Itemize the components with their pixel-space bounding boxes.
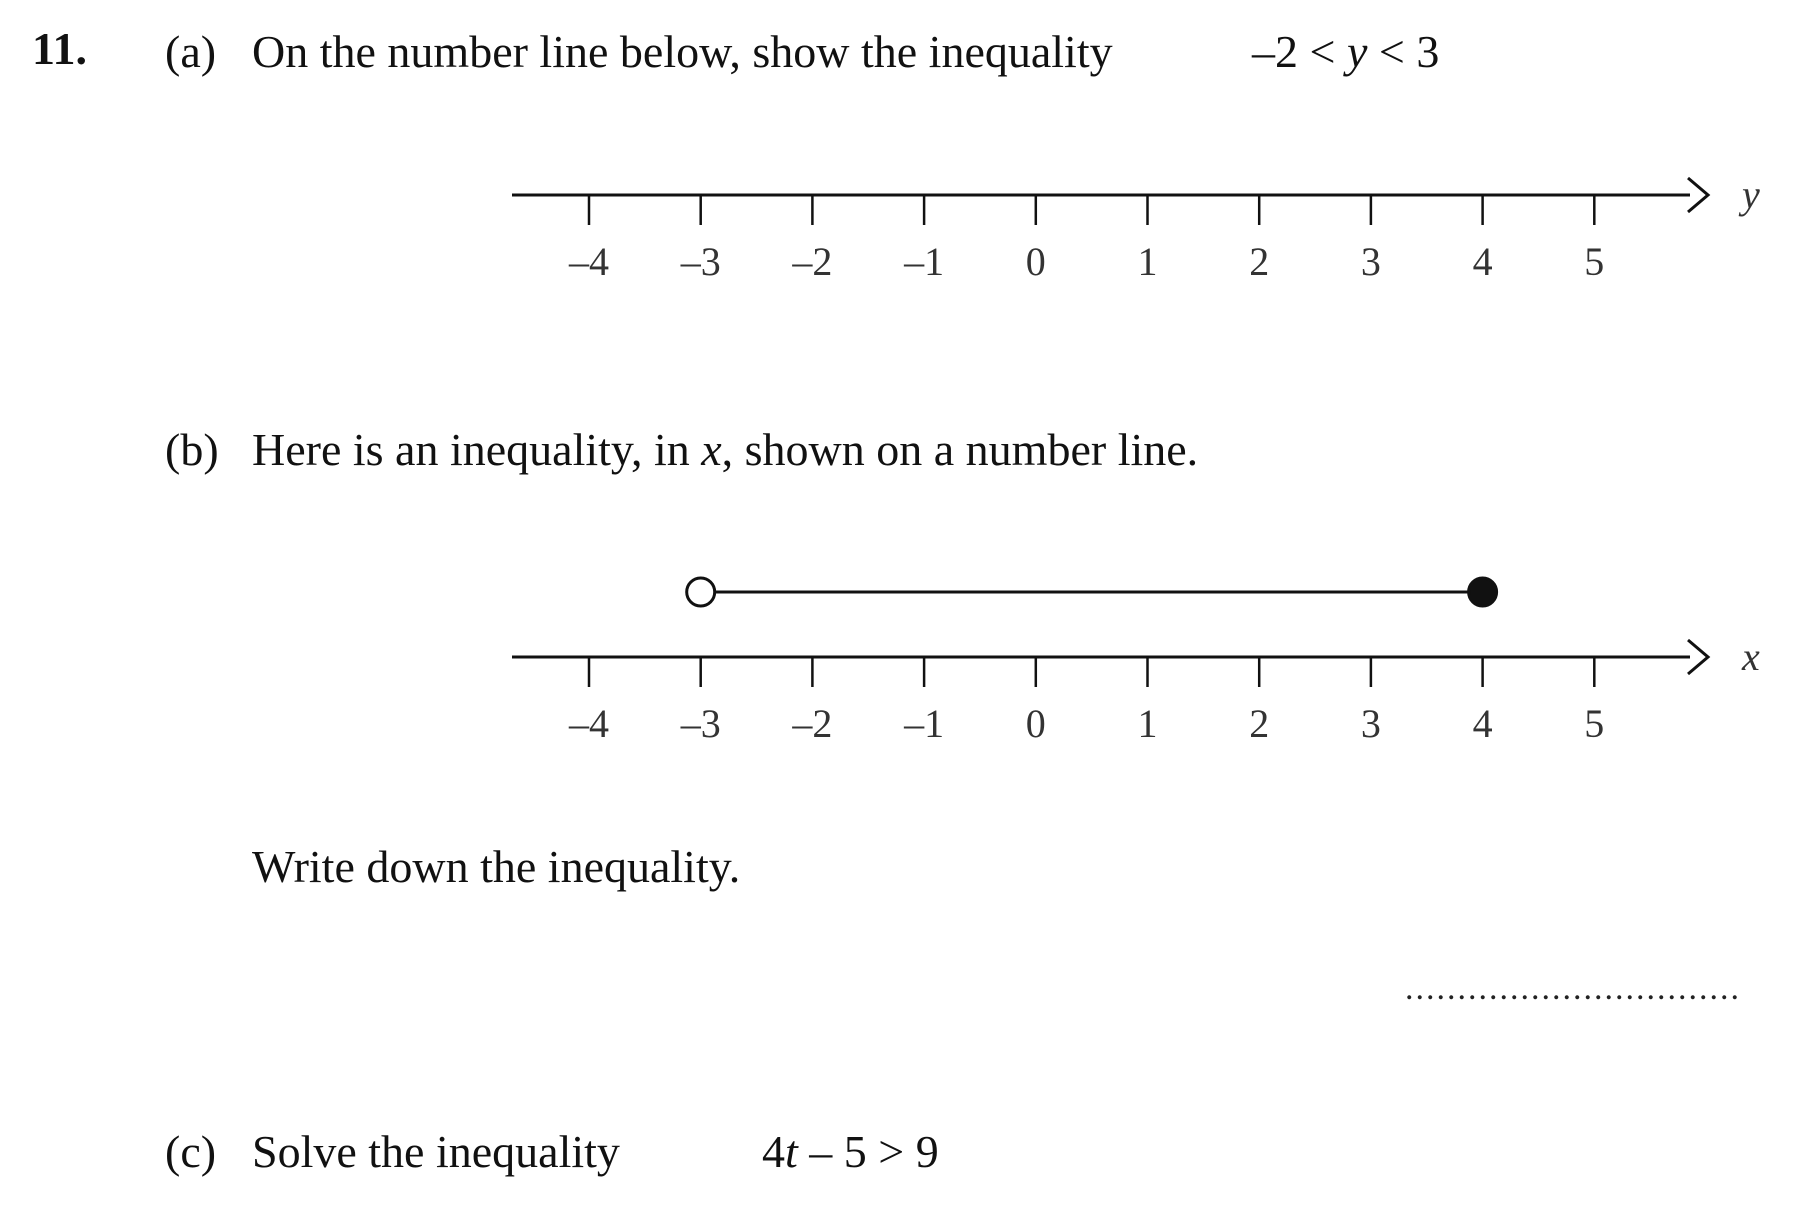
interval-start-open-circle xyxy=(687,578,715,606)
number-line-y-tick-label: –4 xyxy=(569,239,609,284)
number-line-x-tick-label: –2 xyxy=(792,701,833,746)
number-line-y-tick-label: 1 xyxy=(1137,239,1158,284)
number-line-x-variable: x xyxy=(1742,634,1760,679)
part-a-text: On the number line below, show the inequality xyxy=(252,26,1113,77)
part-a-label: (a) xyxy=(165,26,217,77)
number-line-y-variable: y xyxy=(1742,172,1760,217)
part-c-text: Solve the inequality xyxy=(252,1126,620,1177)
part-b-text-var: x xyxy=(701,424,722,475)
part-b-text xyxy=(252,423,1198,476)
number-line-x-tick-label: 0 xyxy=(1025,701,1046,746)
number-line-y-tick-label: 3 xyxy=(1360,239,1381,284)
part-a-inequality-right: < 3 xyxy=(1378,26,1440,77)
part-a-inequality-left: –2 < xyxy=(1252,26,1336,77)
number-line-x-tick-label: –1 xyxy=(904,701,945,746)
number-line-y-tick-label: 2 xyxy=(1249,239,1270,284)
number-line-y[interactable] xyxy=(0,0,1805,330)
part-b-text-after: , shown on a number line. xyxy=(721,424,1199,475)
number-line-y-tick-label: 5 xyxy=(1584,239,1605,284)
number-line-y-tick-label: –1 xyxy=(904,239,945,284)
number-line-y-ticks xyxy=(568,195,1604,284)
number-line-y-arrowhead xyxy=(1688,178,1708,212)
number-line-x-tick-label: 4 xyxy=(1472,701,1493,746)
number-line-x-tick-label: 2 xyxy=(1249,701,1270,746)
number-line-x-tick-label: –3 xyxy=(680,701,721,746)
part-b-instruction: Write down the inequality. xyxy=(252,841,741,892)
interval-end-closed-circle xyxy=(1469,578,1497,606)
number-line-y-tick-label: –2 xyxy=(792,239,833,284)
number-line-x-tick-label: 1 xyxy=(1137,701,1158,746)
number-line-x xyxy=(0,520,1805,770)
number-line-x-tick-label: 3 xyxy=(1360,701,1381,746)
part-c-inequality xyxy=(762,1125,939,1178)
part-c-inequality-coef: 4 xyxy=(762,1126,785,1177)
part-b-text-before: Here is an inequality, in xyxy=(252,424,690,475)
part-c-inequality-rest: – 5 > 9 xyxy=(797,1126,939,1177)
part-c-inequality-var: t xyxy=(785,1126,798,1177)
number-line-y-tick-label: –3 xyxy=(680,239,721,284)
number-line-y-tick-label: 4 xyxy=(1472,239,1493,284)
answer-line[interactable]: ................................ xyxy=(1405,970,1741,1007)
number-line-x-ticks xyxy=(568,657,1604,746)
part-c-label: (c) xyxy=(165,1126,217,1177)
part-a-inequality-var: y xyxy=(1346,26,1368,77)
question-number: 11. xyxy=(32,23,87,74)
number-line-x-tick-label: –4 xyxy=(569,701,609,746)
part-b-label: (b) xyxy=(165,424,219,475)
number-line-x-arrowhead xyxy=(1688,640,1708,674)
number-line-y-tick-label: 0 xyxy=(1025,239,1046,284)
number-line-x-tick-label: 5 xyxy=(1584,701,1605,746)
inequality-interval xyxy=(687,578,1497,606)
